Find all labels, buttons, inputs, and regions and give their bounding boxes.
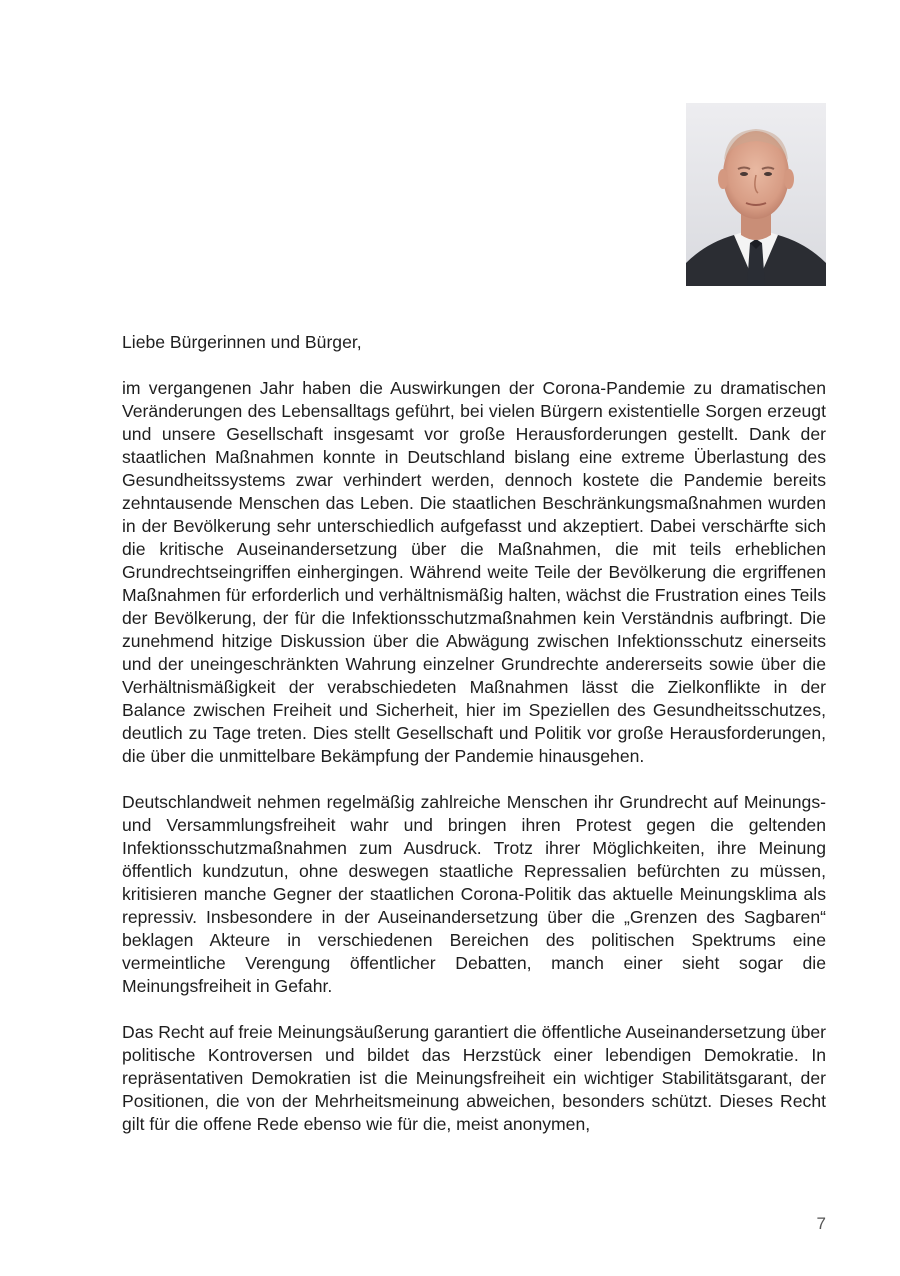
letter-body bbox=[122, 331, 826, 1136]
letter-paragraph: im vergangenen Jahr haben die Auswirkungen der Corona-Pandemie zu dramatischen Veränderungen des Lebensalltags geführt, bei vielen Bürgern existentielle Sorgen erzeugt und unsere Gesellschaft insgesamt vor große Herausforderungen gestellt. Dank der staatlichen Maßnahmen konnte in Deutschland bislang eine extreme Überlastung des Gesundheitssystems zwar verhindert werden, dennoch kostete die Pandemie bereits zehntausende Menschen das Leben. Die staatlichen Beschränkungsmaßnahmen wurden in der Bevölkerung sehr unterschiedlich aufgefasst und akzeptiert. Dabei verschärfte sich die kritische Auseinandersetzung über die Maßnahmen, die mit teils erheblichen Grundrechtseingriffen einhergingen. Während weite Teile der Bevölkerung die ergriffenen Maßnahmen für erforderlich und verhältnismäßig halten, wächst die Frustration eines Teils der Bevölkerung, der für die Infektionsschutzmaßnahmen kein Verständnis aufbringt. Die zunehmend hitzige Diskussion über die Abwägung zwischen Infektionsschutz einerseits und der uneingeschränkten Wahrung einzelner Grundrechte andererseits sowie über die Verhältnismäßigkeit der verabschiedeten Maßnahmen lässt die Zielkonflikte in der Balance zwischen Freiheit und Sicherheit, hier im Speziellen des Gesundheitsschutzes, deutlich zu Tage treten. Dies stellt Gesellschaft und Politik vor große Herausforderungen, die über die unmittelbare Bekämpfung der Pandemie hinausgehen. bbox=[122, 378, 826, 766]
author-portrait bbox=[686, 103, 826, 286]
page-number: 7 bbox=[816, 1214, 826, 1233]
letter-paragraph: Deutschlandweit nehmen regelmäßig zahlreiche Menschen ihr Grundrecht auf Meinungs- und Versammlungsfreiheit wahr und bringen ihren Protest gegen die geltenden Infektionsschutzmaßnahmen zum Ausdruck. Trotz ihrer Möglichkeiten, ihre Meinung öffentlich kundzutun, ohne deswegen staatliche Repressalien befürchten zu müssen, kritisieren manche Gegner der staatlichen Corona-Politik das aktuelle Meinungsklima als repressiv. Insbesondere in der Auseinandersetzung über die „Grenzen des Sagbaren“ beklagen Akteure in verschiedenen Bereichen des politischen Spektrums eine vermeintliche Verengung öffentlicher Debatten, manch einer sieht sogar die Meinungsfreiheit in Gefahr. bbox=[122, 792, 826, 996]
letter-salutation: Liebe Bürgerinnen und Bürger, bbox=[122, 332, 362, 352]
letter-paragraph: Das Recht auf freie Meinungsäußerung garantiert die öffentliche Auseinandersetzung über politische Kontroversen und bildet das Herzstück einer lebendigen Demokratie. In repräsentativen Demokratien ist die Meinungsfreiheit ein wichtiger Stabilitätsgarant, der Positionen, die von der Mehrheitsmeinung abweichen, besonders schützt. Dieses Recht gilt für die offene Rede ebenso wie für die, meist anonymen, bbox=[122, 1022, 826, 1134]
portrait-image bbox=[686, 103, 826, 286]
